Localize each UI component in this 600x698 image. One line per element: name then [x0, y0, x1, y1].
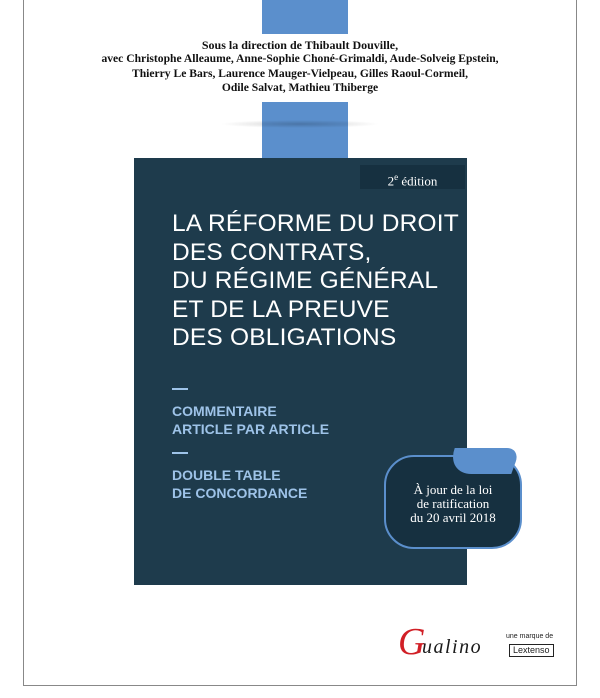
subtitle-concordance [172, 466, 307, 502]
divider-dash-2 [172, 452, 188, 454]
badge-line-1: À jour de la loi [413, 482, 493, 497]
edition-sup: e [394, 172, 399, 182]
subtitle-commentaire [172, 402, 329, 438]
title-line-4: ET DE LA PREUVE [172, 295, 390, 323]
edition-number: 2 [387, 173, 395, 189]
lextenso-logo: Lextenso [509, 644, 554, 657]
publisher-tagline: une marque de [506, 633, 554, 640]
title-line-5: DES OBLIGATIONS [172, 324, 397, 351]
gualino-logo-initial: G [398, 621, 426, 663]
edition-badge [360, 165, 465, 189]
edition-label: édition [398, 173, 438, 189]
title-line-2: DES CONTRATS, [172, 238, 372, 266]
authors-line-3: Thierry Le Bars, Laurence Mauger-Vielpeau, Gilles Raoul-Cormeil, [131, 66, 469, 80]
authors-line-1: Sous la direction de Thibault Douville, [201, 38, 399, 52]
subtitle-2-line-1: DOUBLE TABLE [172, 467, 281, 483]
subtitle-1-line-2: ARTICLE PAR ARTICLE [172, 421, 330, 437]
subtitle-2-line-2: DE CONCORDANCE [172, 485, 308, 501]
title-line-3: DU RÉGIME GÉNÉRAL [172, 267, 439, 294]
subtitle-1-line-1: COMMENTAIRE [172, 403, 277, 419]
book-title [172, 210, 462, 353]
authors-line-4: Odile Salvat, Mathieu Thiberge [221, 81, 379, 95]
update-badge-text [386, 483, 520, 525]
authors-line-2: avec Christophe Alleaume, Anne-Sophie Choné-Grimaldi, Aude-Solveig Epstein, [101, 52, 499, 66]
divider-dash-1 [172, 388, 188, 390]
gualino-logo-word: ualino [422, 636, 483, 658]
authors-block [40, 34, 560, 102]
title-line-1: LA RÉFORME DU DROIT [172, 210, 459, 237]
badge-line-2: de ratification [416, 496, 490, 511]
ribbon-shadow [220, 120, 380, 128]
badge-line-3: du 20 avril 2018 [410, 510, 496, 525]
